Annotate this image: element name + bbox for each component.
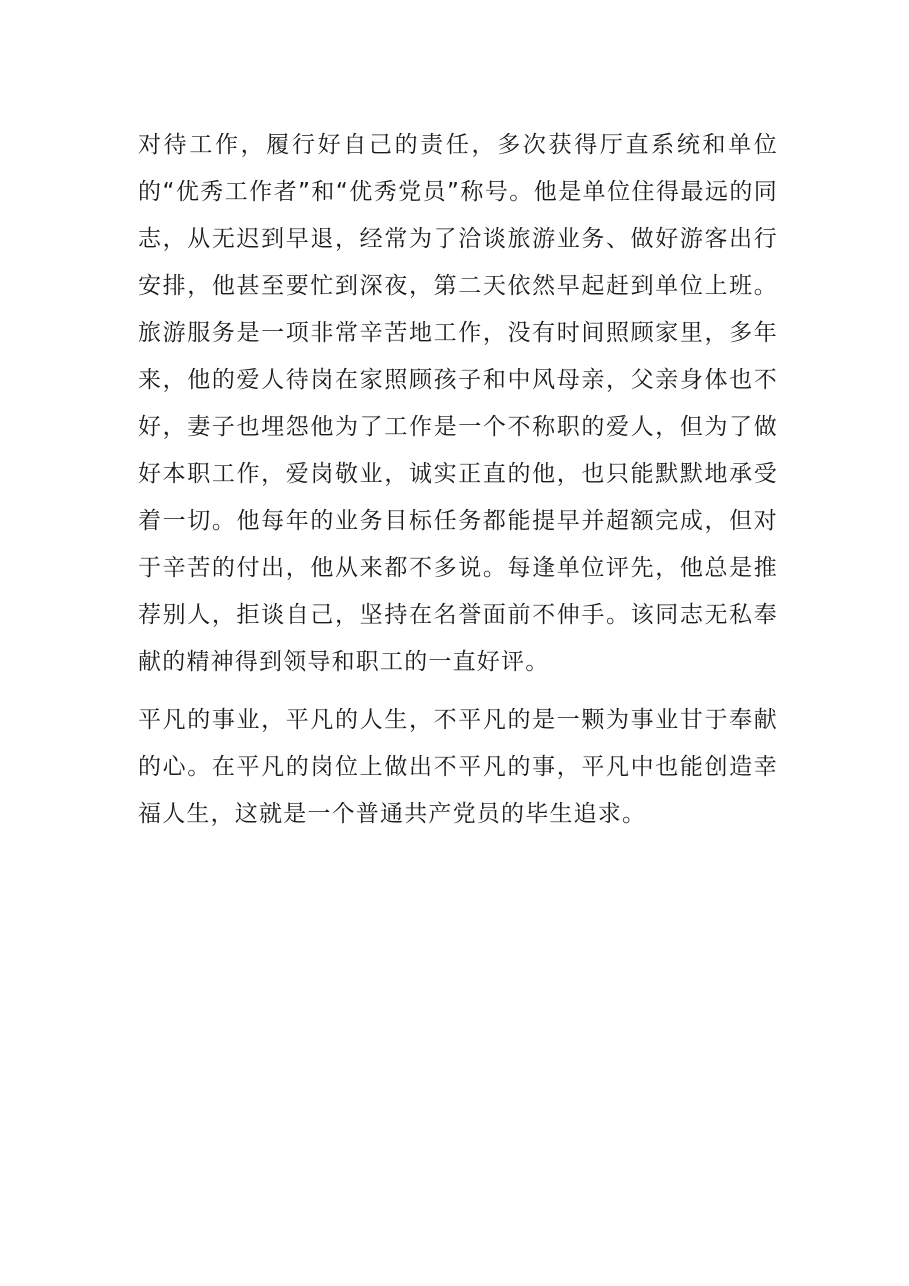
paragraph-2: 平凡的事业，平凡的人生，不平凡的是一颗为事业甘于奉献的心。在平凡的岗位上做出不平凡的事，平凡中也能创造幸福人生，这就是一个普通共产党员的毕生追求。 (138, 707, 778, 827)
paragraph-1: 对待工作，履行好自己的责任，多次获得厅直系统和单位的“优秀工作者”和“优秀党员”称号。他是单位住得最远的同志，从无迟到早退，经常为了洽谈旅游业务、做好游客出行安排，他甚至要忙到深夜，第二天依然早起赶到单位上班。旅游服务是一项非常辛苦地工作，没有时间照顾家里，多年来，他的爱人待岗在家照顾孩子和中风母亲，父亲身体也不好，妻子也埋怨他为了工作是一个不称职的爱人，但为了做好本职工作，爱岗敬业，诚实正直的他，也只能默默地承受着一切。他每年的业务目标任务都能提早并超额完成，但对于辛苦的付出，他从来都不多说。每逢单位评先，他总是推荐别人，拒谈自己，坚持在名誉面前不伸手。该同志无私奉献的精神得到领导和职工的一直好评。 (138, 132, 778, 675)
document-body (138, 122, 778, 838)
